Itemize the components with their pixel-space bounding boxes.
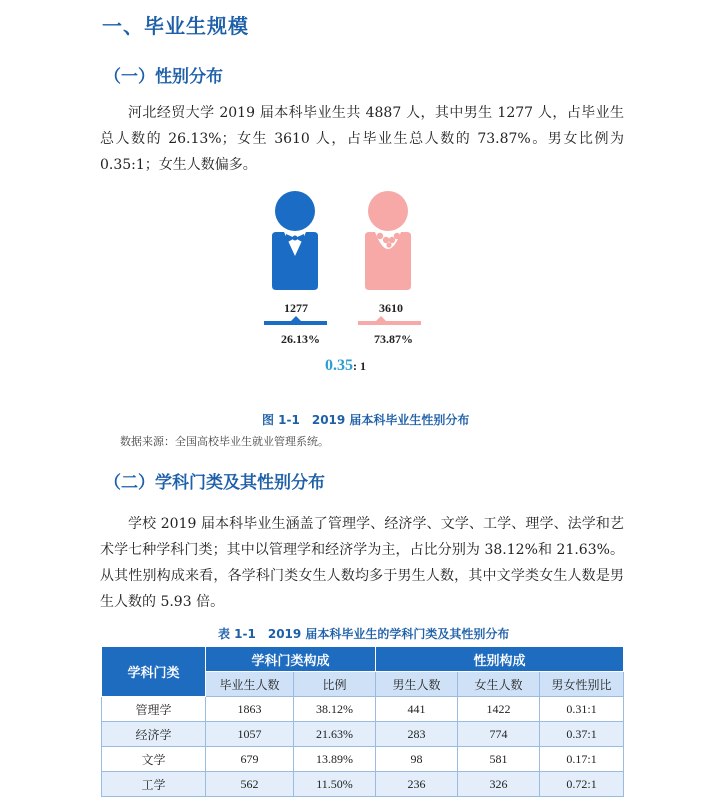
cell-male: 236 (376, 772, 458, 797)
header-gender-ratio: 男女性别比 (540, 672, 624, 697)
male-icon (272, 191, 318, 290)
header-group-gender: 性别构成 (376, 647, 624, 672)
cell-male: 283 (376, 722, 458, 747)
section-title-discipline: （二）学科门类及其性别分布 (104, 473, 325, 493)
table-row (102, 722, 624, 747)
section-title-gender: （一）性别分布 (104, 67, 223, 87)
ratio-suffix: : 1 (353, 359, 366, 373)
cell-gender-ratio: 0.17:1 (540, 747, 624, 772)
table-row (102, 697, 624, 722)
table-row (102, 747, 624, 772)
cell-female: 326 (458, 772, 540, 797)
header-male: 男生人数 (376, 672, 458, 697)
male-percent: 26.13% (281, 332, 320, 346)
male-count: 1277 (284, 301, 308, 315)
figure-caption: 图 1-1 2019 届本科毕业生性别分布 (262, 413, 470, 427)
discipline-table (101, 646, 624, 797)
cell-discipline: 经济学 (102, 722, 206, 747)
cell-male: 98 (376, 747, 458, 772)
cell-female: 774 (458, 722, 540, 747)
cell-gender-ratio: 0.31:1 (540, 697, 624, 722)
header-graduates: 毕业生人数 (206, 672, 294, 697)
female-share-marker (376, 316, 386, 321)
cell-male: 441 (376, 697, 458, 722)
gender-paragraph: 河北经贸大学 2019 届本科毕业生共 4887 人，其中男生 1277 人，占毕业生总人数的 26.13%；女生 3610 人，占毕业生总人数的 73.87%。男女比例为 0.35:1；女生人数偏多。 (100, 105, 624, 173)
page-heading: 一、毕业生规模 (102, 14, 249, 38)
table-header-row (102, 647, 624, 672)
gender-figure (258, 190, 438, 380)
cell-discipline: 管理学 (102, 697, 206, 722)
cell-ratio: 13.89% (294, 747, 376, 772)
cell-ratio: 11.50% (294, 772, 376, 797)
cell-gender-ratio: 0.72:1 (540, 772, 624, 797)
header-ratio: 比例 (294, 672, 376, 697)
cell-female: 1422 (458, 697, 540, 722)
cell-discipline: 工学 (102, 772, 206, 797)
table-row (102, 772, 624, 797)
male-share-marker (291, 316, 301, 321)
female-icon (365, 191, 411, 290)
male-share-bar (264, 321, 327, 325)
cell-discipline: 文学 (102, 747, 206, 772)
gender-ratio (325, 357, 366, 375)
header-group-composition: 学科门类构成 (206, 647, 376, 672)
cell-graduates: 562 (206, 772, 294, 797)
cell-gender-ratio: 0.37:1 (540, 722, 624, 747)
cell-graduates: 1057 (206, 722, 294, 747)
cell-ratio: 38.12% (294, 697, 376, 722)
header-female: 女生人数 (458, 672, 540, 697)
female-count: 3610 (379, 301, 403, 315)
header-discipline: 学科门类 (102, 647, 206, 697)
cell-graduates: 679 (206, 747, 294, 772)
female-percent: 73.87% (374, 332, 413, 346)
data-source: 数据来源：全国高校毕业生就业管理系统。 (120, 435, 329, 448)
female-share-bar (358, 321, 421, 325)
table-caption: 表 1-1 2019 届本科毕业生的学科门类及其性别分布 (218, 627, 510, 641)
discipline-paragraph: 学校 2019 届本科毕业生涵盖了管理学、经济学、文学、工学、理学、法学和艺术学七种学科门类；其中以管理学和经济学为主，占比分别为 38.12%和 21.63%。从其性别构成来看，各学科门类女生人数均多于男生人数，其中文学类女生人数是男生人数的 5.93 倍。 (100, 516, 624, 610)
cell-ratio: 21.63% (294, 722, 376, 747)
cell-graduates: 1863 (206, 697, 294, 722)
cell-female: 581 (458, 747, 540, 772)
ratio-value: 0.35 (325, 357, 353, 374)
